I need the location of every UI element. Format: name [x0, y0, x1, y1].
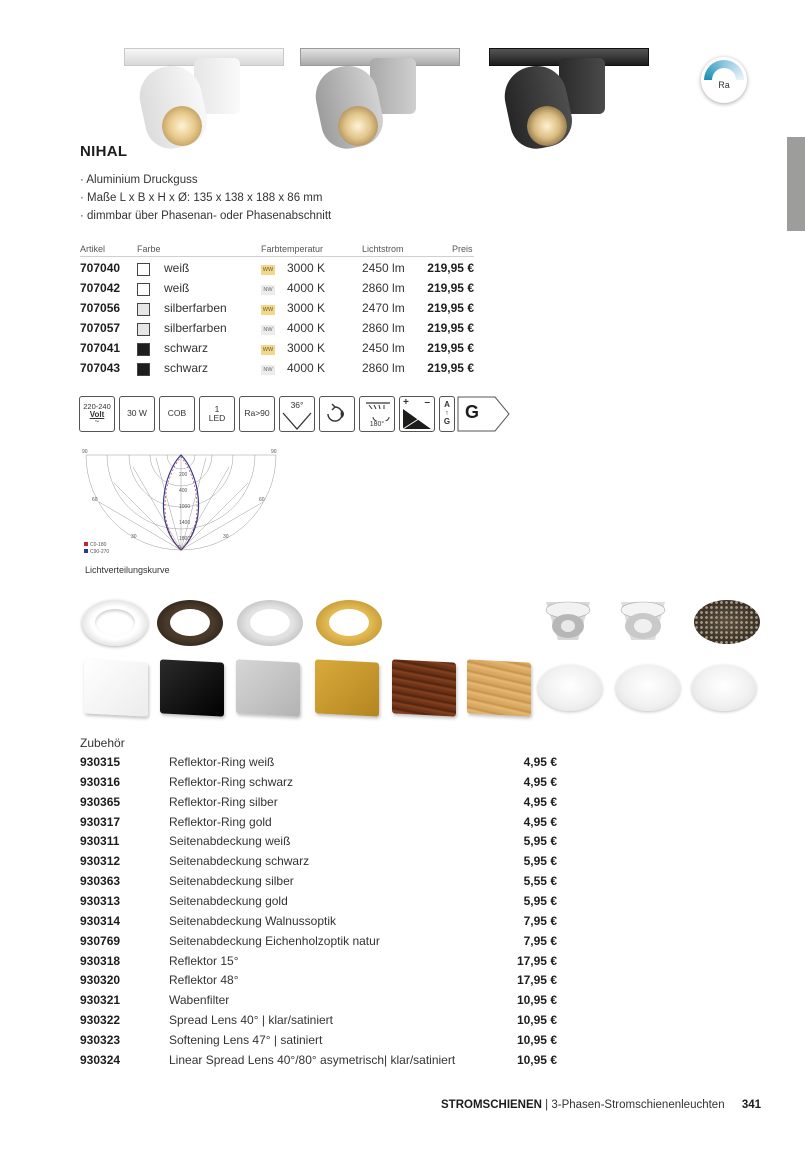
accessory-row [80, 815, 560, 834]
side-cover-silver [236, 659, 300, 716]
color-swatch [137, 263, 150, 276]
footer-subsection: | 3-Phasen-Stromschienenleuchten [545, 1099, 725, 1111]
table-row [80, 341, 480, 361]
feature-item: · dimmbar über Phasenan- oder Phasenabschnitt [80, 210, 332, 222]
color-swatch [137, 303, 150, 316]
luminous-flux: 2860 lm [362, 281, 405, 295]
ring-label: 200 [179, 472, 188, 478]
accessory-price: 10,95 € [516, 1032, 557, 1047]
legend-item-c90: C90-270 [84, 549, 109, 555]
rotate-arrow-icon [322, 401, 352, 427]
article-number: 707042 [80, 281, 121, 295]
table-row [80, 361, 480, 381]
reflector-15-image [540, 598, 596, 646]
table-row [80, 261, 480, 281]
accessory-row [80, 795, 560, 814]
color-temperature: 4000 K [287, 321, 326, 335]
ring-label: 400 [179, 488, 188, 494]
beam-angle-icon: 36° [279, 396, 315, 432]
ra-badge [701, 57, 747, 103]
led-count-icon: 1 LED [199, 396, 235, 432]
accessory-price: 5,95 € [523, 893, 557, 908]
article-number: 707043 [80, 361, 121, 375]
energy-class-label: G [465, 402, 480, 422]
price: 219,95 € [427, 301, 474, 315]
color-swatch [137, 363, 150, 376]
light-color-tag: WW [262, 347, 274, 353]
accessories-title: Zubehör [80, 736, 125, 750]
feature-item: · Aluminium Druckguss [80, 174, 198, 186]
accessory-number: 930323 [80, 1032, 121, 1047]
article-number: 707057 [80, 321, 121, 335]
price: 219,95 € [427, 341, 474, 355]
accessory-number: 930312 [80, 854, 121, 869]
header-color: Farbe [137, 244, 161, 254]
color-name: weiß [164, 281, 190, 295]
accessory-description: Seitenabdeckung silber [169, 874, 294, 889]
accessory-price: 5,55 € [523, 874, 557, 889]
accessory-number: 930769 [80, 933, 121, 948]
light-color-tag: WW [262, 267, 274, 273]
reflector-ring-black [157, 594, 223, 646]
price: 219,95 € [427, 261, 474, 275]
accessory-description: Wabenfilter [169, 993, 230, 1008]
ra-label: Ra [718, 80, 730, 90]
accessory-number: 930365 [80, 794, 121, 809]
accessory-price: 10,95 € [516, 993, 557, 1008]
energy-scale-icon: A ↑ G [439, 396, 455, 432]
rotation-icon [319, 396, 355, 432]
side-cover-walnut [392, 659, 456, 716]
header-temperature: Farbtemperatur [261, 244, 324, 254]
accessory-price: 17,95 € [516, 973, 557, 988]
article-number: 707056 [80, 301, 121, 315]
angle-label: 90 [82, 449, 88, 455]
color-temperature: 3000 K [287, 301, 326, 315]
accessory-number: 930315 [80, 755, 121, 769]
tilt-arc-icon [363, 399, 393, 421]
ring-label: 1400 [179, 520, 191, 526]
reflector-ring-silver [237, 594, 303, 646]
accessory-number: 930311 [80, 834, 120, 849]
color-temperature: 3000 K [287, 341, 326, 355]
header-article: Artikel [80, 244, 106, 254]
accessory-row [80, 914, 560, 933]
dimmable-icon: + – [399, 396, 435, 432]
accessory-price: 5,95 € [523, 834, 557, 849]
accessory-description: Reflektor-Ring weiß [169, 755, 275, 769]
accessory-row [80, 834, 560, 853]
accessory-description: Seitenabdeckung schwarz [169, 854, 310, 869]
price: 219,95 € [427, 321, 474, 335]
accessory-number: 930316 [80, 774, 121, 789]
lens [527, 106, 567, 146]
luminous-flux: 2470 lm [362, 301, 405, 315]
accessory-description: Seitenabdeckung Eichenholzoptik natur [169, 933, 380, 948]
price: 219,95 € [427, 361, 474, 375]
accessory-number: 930324 [80, 1052, 121, 1067]
feature-item: · Maße L x B x H x Ø: 135 x 138 x 188 x 86 mm [80, 192, 323, 204]
side-cover-black [160, 659, 224, 716]
light-color-tag: WW [262, 307, 274, 313]
side-cover-gold [315, 659, 379, 716]
price: 219,95 € [427, 281, 474, 295]
page-number: 341 [741, 1099, 761, 1111]
color-name: silberfarben [164, 321, 227, 335]
color-name: silberfarben [164, 301, 227, 315]
ring-label: 1000 [179, 504, 191, 510]
linear-spread-lens-image [692, 665, 756, 711]
luminous-flux: 2860 lm [362, 361, 405, 375]
accessory-row [80, 954, 560, 973]
accessory-description: Softening Lens 47° | satiniert [169, 1032, 323, 1047]
footer-section: STROMSCHIENEN [441, 1099, 542, 1111]
accessory-row [80, 934, 560, 953]
accessory-description: Reflektor 48° [169, 973, 239, 988]
section-tab [787, 137, 805, 231]
angle-label: 0 [178, 545, 181, 551]
angle-label: 60 [92, 497, 98, 503]
product-image-white [124, 44, 284, 154]
accessory-price: 10,95 € [516, 1013, 557, 1028]
accessory-description: Seitenabdeckung weiß [169, 834, 291, 849]
color-temperature: 4000 K [287, 281, 326, 295]
reflector-ring-white [82, 594, 148, 646]
accessory-row [80, 993, 560, 1012]
accessory-row [80, 1013, 560, 1032]
accessory-row [80, 1053, 560, 1072]
legend-item-c0: C0-180 [84, 542, 106, 548]
accessory-description: Reflektor 15° [169, 953, 239, 968]
table-divider [80, 256, 474, 257]
light-color-tag: NW [261, 325, 275, 335]
color-swatch [137, 323, 150, 336]
luminous-flux: 2450 lm [362, 261, 405, 275]
accessory-row [80, 755, 560, 774]
accessory-price: 4,95 € [523, 774, 557, 789]
color-temperature: 4000 K [287, 361, 326, 375]
accessory-price: 7,95 € [523, 913, 557, 928]
accessory-description: Reflektor-Ring silber [169, 794, 278, 809]
accessory-price: 5,95 € [523, 854, 557, 869]
header-price: Preis [452, 244, 473, 254]
color-name: schwarz [164, 361, 209, 375]
color-swatch [137, 343, 150, 356]
lens [162, 106, 202, 146]
product-image-black [489, 44, 649, 154]
accessory-description: Seitenabdeckung gold [169, 893, 288, 908]
accessory-number: 930318 [80, 953, 121, 968]
softening-lens-image [616, 665, 680, 711]
page-footer [441, 1099, 761, 1111]
accessory-price: 4,95 € [523, 794, 557, 809]
accessory-number: 930314 [80, 913, 121, 928]
color-name: schwarz [164, 341, 209, 355]
accessory-description: Reflektor-Ring gold [169, 814, 272, 829]
accessory-description: Spread Lens 40° | klar/satiniert [169, 1013, 334, 1028]
angle-label: 30 [131, 534, 137, 540]
accessory-row [80, 775, 560, 794]
angle-label: 60 [259, 497, 265, 503]
reflector-ring-gold [316, 594, 382, 646]
accessory-description: Linear Spread Lens 40°/80° asymetrisch| klar/satiniert [169, 1052, 456, 1067]
article-number: 707040 [80, 261, 121, 275]
accessory-number: 930320 [80, 973, 121, 988]
table-row [80, 281, 480, 301]
accessory-price: 4,95 € [523, 755, 557, 769]
accessory-number: 930363 [80, 874, 121, 889]
accessory-row [80, 854, 560, 873]
reflector-48-image [615, 598, 671, 646]
luminous-flux: 2450 lm [362, 341, 405, 355]
angle-label: 30 [223, 534, 229, 540]
accessory-description: Reflektor-Ring schwarz [169, 774, 294, 789]
side-cover-oak [467, 659, 531, 716]
accessory-number: 930313 [80, 893, 121, 908]
color-swatch [137, 283, 150, 296]
tilt-icon: 180° [359, 396, 395, 432]
header-lumen: Lichtstrom [362, 244, 404, 254]
color-temperature: 3000 K [287, 261, 326, 275]
wattage-icon: 30 W [119, 396, 155, 432]
accessory-price: 4,95 € [523, 814, 557, 829]
product-title: NIHAL [80, 143, 128, 160]
accessory-price: 10,95 € [516, 1052, 557, 1067]
luminous-flux: 2860 lm [362, 321, 405, 335]
accessory-number: 930321 [80, 993, 121, 1008]
accessory-description: Seitenabdeckung Walnussoptik [169, 913, 336, 928]
accessory-row [80, 1033, 560, 1052]
color-name: weiß [164, 261, 190, 275]
accessory-number: 930317 [80, 814, 121, 829]
accessory-row [80, 894, 560, 913]
accessory-row [80, 874, 560, 893]
product-image-silver [300, 44, 460, 154]
light-color-tag: NW [261, 365, 275, 375]
side-cover-white [84, 659, 148, 716]
voltage-icon: 220-240 Volt ~ [79, 396, 115, 432]
ra-icon: Ra>90 [239, 396, 275, 432]
ring-label: 1800 [179, 536, 191, 542]
cob-icon: COB [159, 396, 195, 432]
article-number: 707041 [80, 341, 121, 355]
diagram-caption: Lichtverteilungskurve [85, 565, 170, 575]
table-row [80, 301, 480, 321]
spread-lens-image [538, 665, 602, 711]
table-row [80, 321, 480, 341]
accessory-price: 7,95 € [523, 933, 557, 948]
light-color-tag: NW [261, 285, 275, 295]
lens [338, 106, 378, 146]
honeycomb-filter-image [694, 600, 760, 644]
accessory-row [80, 973, 560, 992]
accessory-price: 17,95 € [516, 953, 557, 968]
angle-label: 90 [271, 449, 277, 455]
beam-cone-icon [280, 409, 314, 431]
accessory-number: 930322 [80, 1013, 121, 1028]
